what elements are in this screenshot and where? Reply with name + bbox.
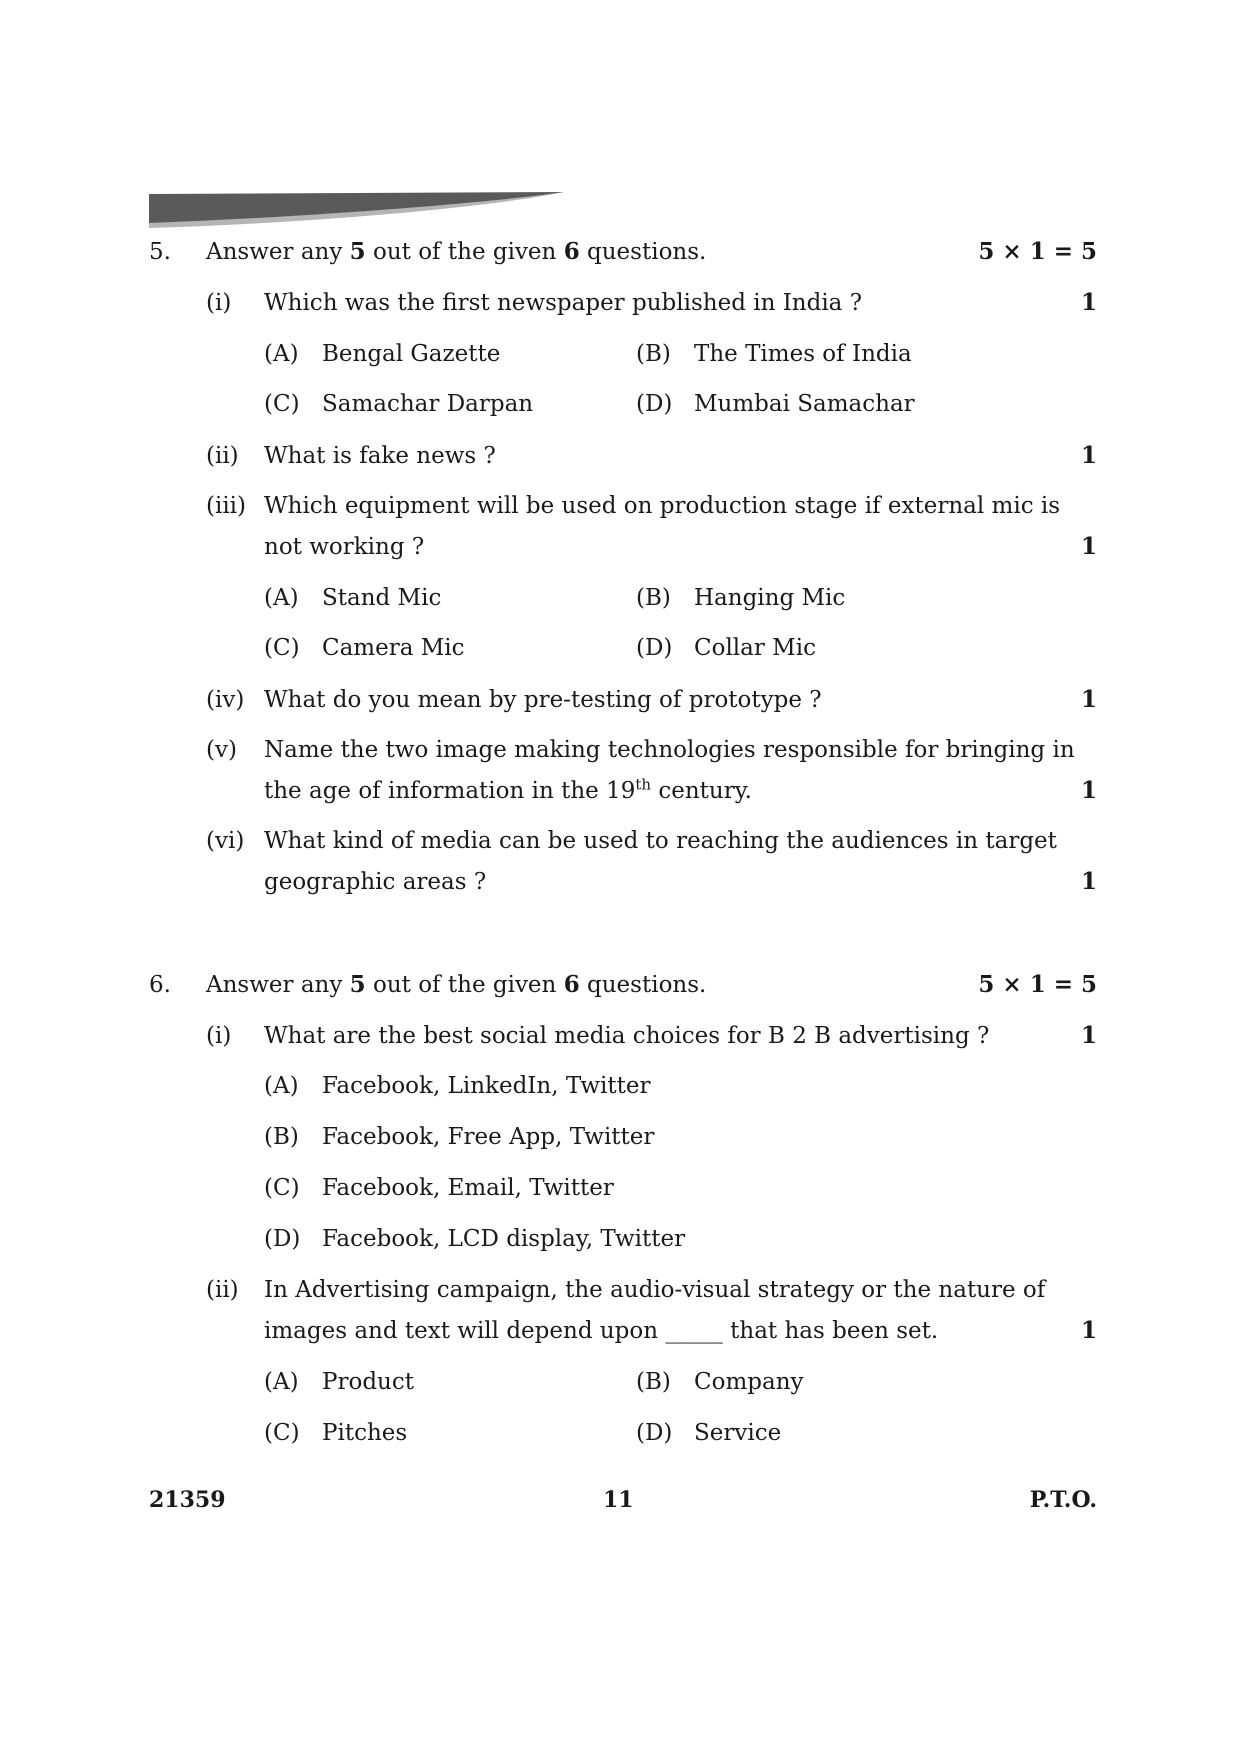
q5-iii-option-d-label: (D): [636, 635, 673, 661]
header-banner: [149, 190, 564, 228]
q5-i-option-a-text: Bengal Gazette: [322, 341, 501, 367]
q6-i-option-b-text: Facebook, Free App, Twitter: [322, 1124, 655, 1150]
q5-i-text: Which was the first newspaper published in India ?: [264, 290, 863, 316]
q5-iii-option-a-text: Stand Mic: [322, 585, 442, 611]
pto-label: P.T.O.: [1029, 1487, 1097, 1513]
q5-i-option-d-label: (D): [636, 391, 673, 417]
q6-i-option-a-text: Facebook, LinkedIn, Twitter: [322, 1073, 651, 1099]
q6-instruction: Answer any 5 out of the given 6 questions.: [206, 971, 707, 998]
q6-ii-option-a-text: Product: [322, 1369, 414, 1395]
q5-i-option-c-label: (C): [264, 391, 300, 417]
q5-i-option-a-label: (A): [264, 341, 299, 367]
q6-i-marks: 1: [1080, 1022, 1097, 1049]
q6-i-option-b-label: (B): [264, 1124, 299, 1150]
q6-ii-marks: 1: [1080, 1317, 1097, 1344]
q6-i-option-a-label: (A): [264, 1073, 299, 1099]
q5-iii-option-a-label: (A): [264, 585, 299, 611]
q5-i-option-c-text: Samachar Darpan: [322, 391, 534, 417]
q5-vi-text-line1: What kind of media can be used to reaching the audiences in target: [264, 828, 1057, 854]
q5-iii-text-line2: not working ?: [264, 534, 425, 560]
q6-ii-option-d-label: (D): [636, 1420, 673, 1446]
q5-ii-marks: 1: [1080, 442, 1097, 469]
paper-code: 21359: [149, 1487, 226, 1513]
q5-iii-option-c-text: Camera Mic: [322, 635, 465, 661]
q5-iii-text-line1: Which equipment will be used on production stage if external mic is: [264, 493, 1061, 519]
q6-i-option-c-label: (C): [264, 1175, 300, 1201]
q5-v-text-line2: the age of information in the 19th century.: [264, 775, 752, 804]
q5-iii-label: (iii): [206, 493, 247, 519]
q6-ii-option-c-text: Pitches: [322, 1420, 408, 1446]
q5-iii-marks: 1: [1080, 533, 1097, 560]
page-number: 11: [603, 1487, 634, 1513]
q6-i-text: What are the best social media choices for B 2 B advertising ?: [264, 1023, 990, 1049]
q5-iii-option-c-label: (C): [264, 635, 300, 661]
q5-number: 5.: [149, 239, 171, 265]
q6-number: 6.: [149, 972, 171, 998]
q5-i-option-b-text: The Times of India: [694, 341, 912, 367]
q5-iv-label: (iv): [206, 687, 245, 713]
q6-ii-text-line1: In Advertising campaign, the audio-visual strategy or the nature of: [264, 1277, 1046, 1303]
q5-iii-option-b-label: (B): [636, 585, 671, 611]
q6-ii-option-b-text: Company: [694, 1369, 804, 1395]
q6-i-option-d-text: Facebook, LCD display, Twitter: [322, 1226, 686, 1252]
q6-ii-option-d-text: Service: [694, 1420, 782, 1446]
q6-ii-option-c-label: (C): [264, 1420, 300, 1446]
q5-iv-text: What do you mean by pre-testing of prototype ?: [264, 687, 822, 713]
q5-i-marks: 1: [1080, 289, 1097, 316]
q5-vi-marks: 1: [1080, 868, 1097, 895]
q5-ii-label: (ii): [206, 443, 239, 469]
q6-i-option-c-text: Facebook, Email, Twitter: [322, 1175, 614, 1201]
q5-iii-option-b-text: Hanging Mic: [694, 585, 846, 611]
q5-v-label: (v): [206, 737, 237, 763]
q5-ii-text: What is fake news ?: [264, 443, 496, 469]
q6-total-marks: 5 × 1 = 5: [978, 971, 1097, 998]
q6-ii-text-line2: images and text will depend upon _____ that has been set.: [264, 1318, 939, 1344]
q5-i-label: (i): [206, 290, 232, 316]
q5-i-option-d-text: Mumbai Samachar: [694, 391, 915, 417]
q5-total-marks: 5 × 1 = 5: [978, 238, 1097, 265]
q5-v-text-line1: Name the two image making technologies responsible for bringing in: [264, 737, 1075, 763]
q5-i-option-b-label: (B): [636, 341, 671, 367]
q6-ii-option-a-label: (A): [264, 1369, 299, 1395]
q5-iii-option-d-text: Collar Mic: [694, 635, 816, 661]
q6-ii-option-b-label: (B): [636, 1369, 671, 1395]
q6-i-option-d-label: (D): [264, 1226, 301, 1252]
q6-i-label: (i): [206, 1023, 232, 1049]
q6-ii-label: (ii): [206, 1277, 239, 1303]
q5-vi-label: (vi): [206, 828, 245, 854]
q5-vi-text-line2: geographic areas ?: [264, 869, 487, 895]
q5-iv-marks: 1: [1080, 686, 1097, 713]
q5-instruction: Answer any 5 out of the given 6 questions.: [206, 238, 707, 265]
q5-v-marks: 1: [1080, 777, 1097, 804]
